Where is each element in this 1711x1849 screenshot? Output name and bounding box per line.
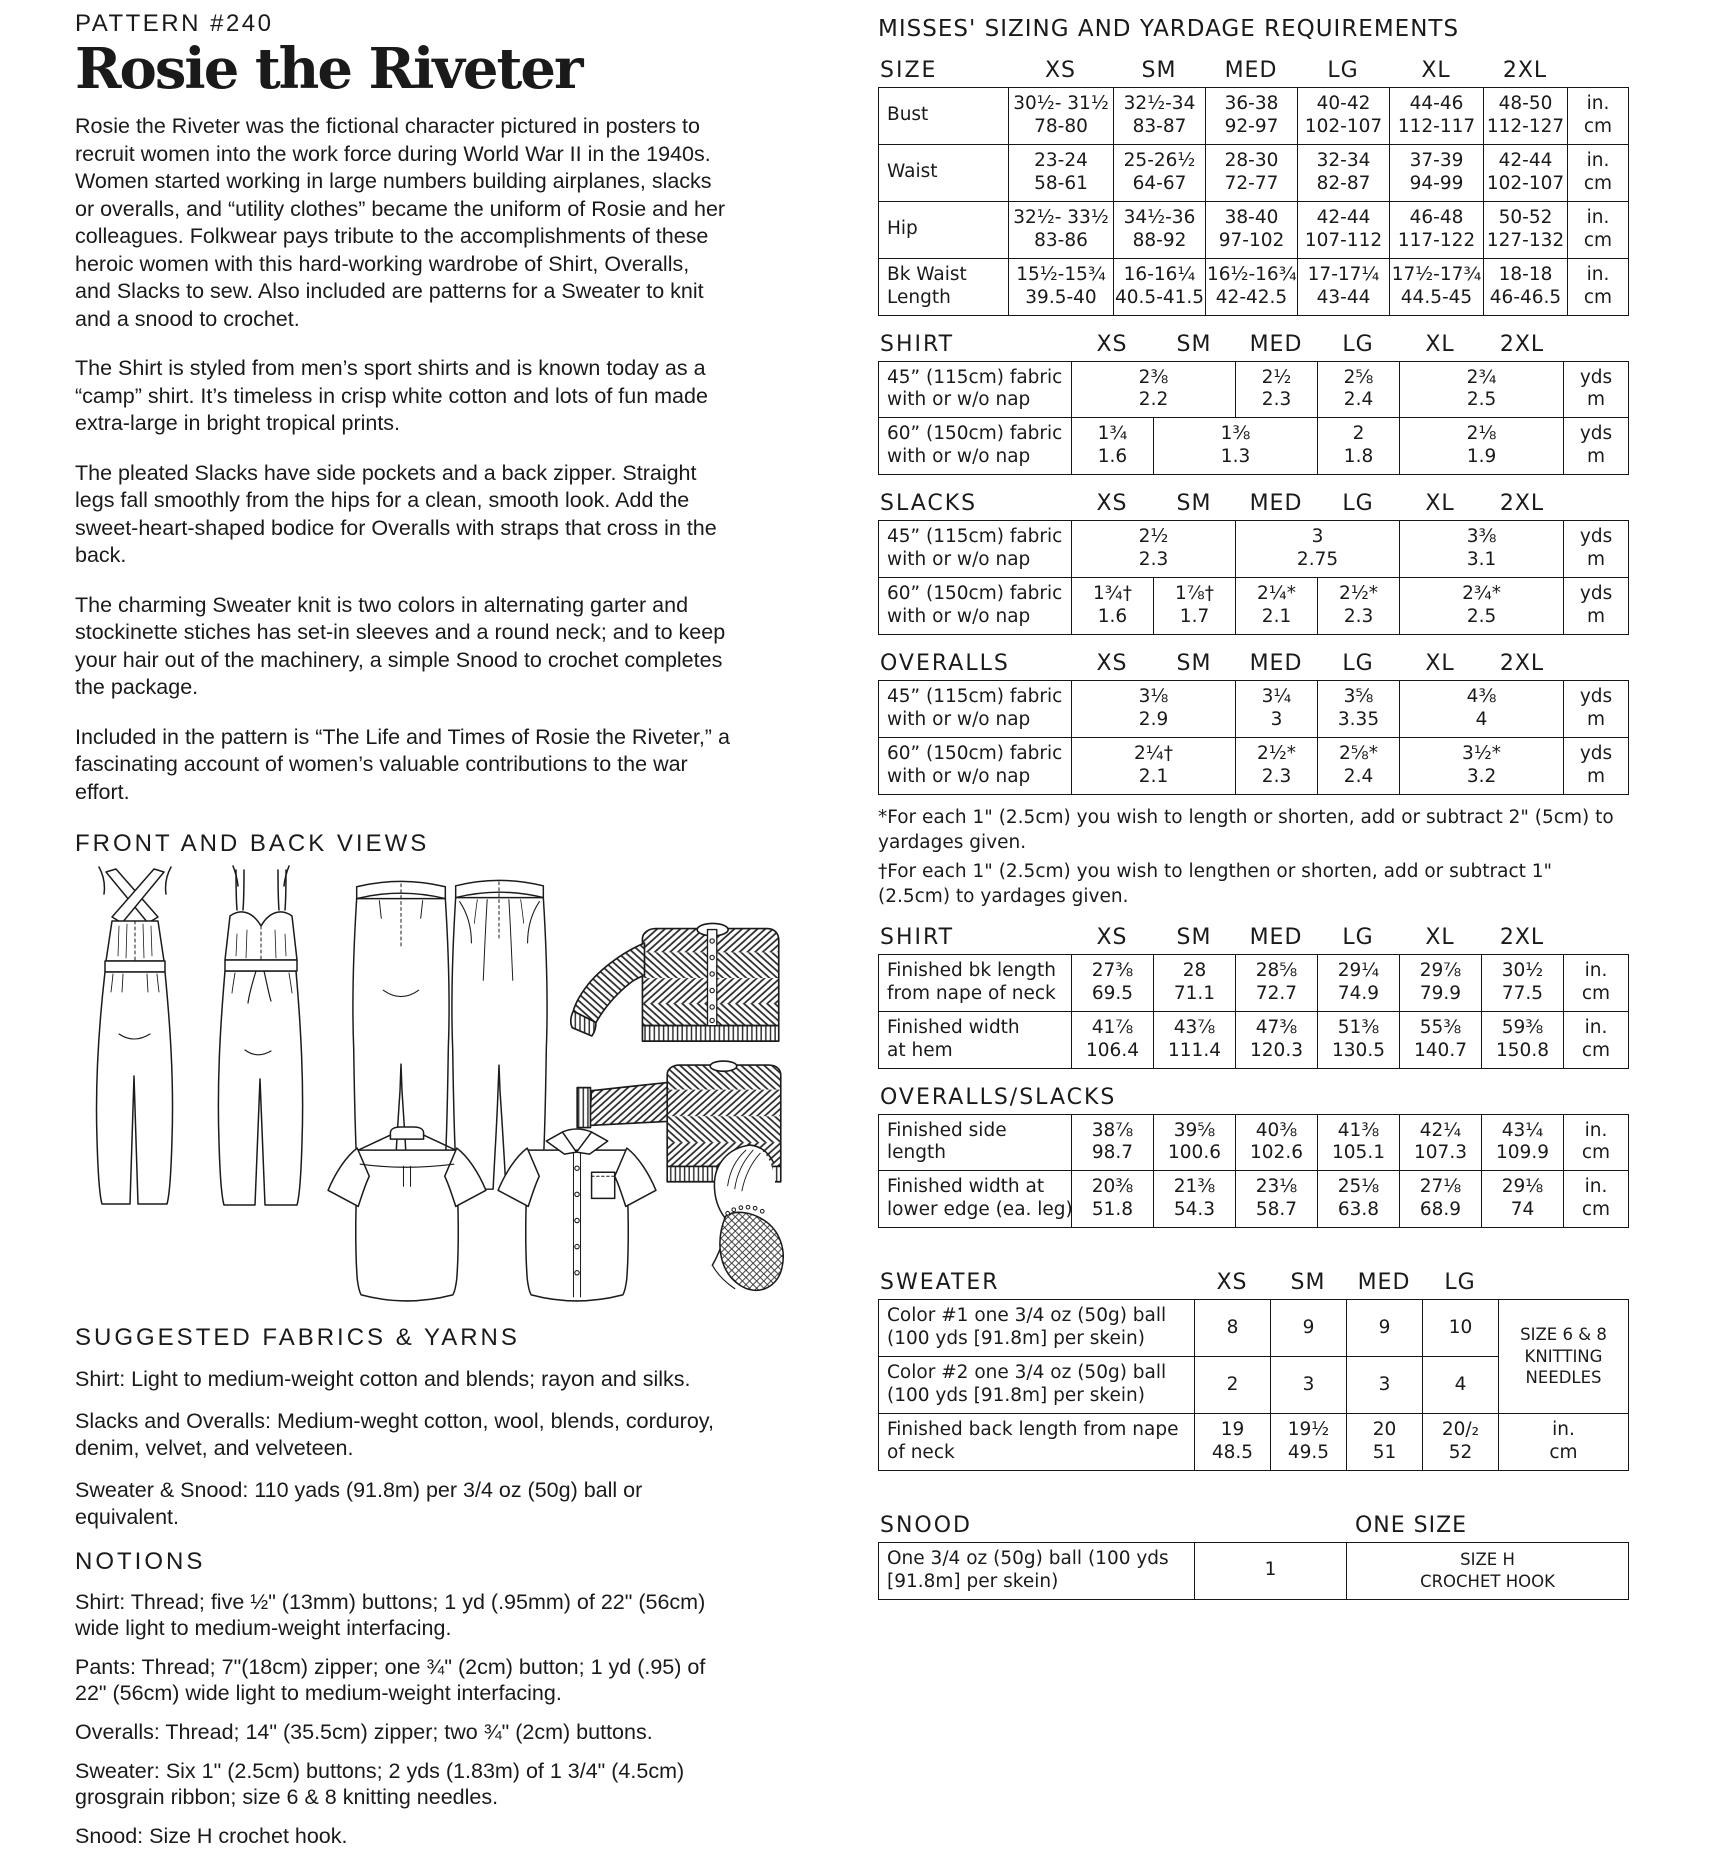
table-cell: SIZE 6 & 8 KNITTING NEEDLES <box>1499 1300 1629 1414</box>
column-header: MED <box>1249 651 1303 676</box>
intro-paragraphs <box>75 113 730 806</box>
row-label: 60” (150cm) fabric with or w/o nap <box>879 737 1072 794</box>
table-cell: 41⅞ 106.4 <box>1072 1011 1154 1068</box>
data-table-overalls-yardage <box>878 680 1629 795</box>
column-header: 2XL <box>1502 58 1548 83</box>
table-cell: SIZE H CROCHET HOOK <box>1347 1542 1629 1599</box>
column-header: MED <box>1249 924 1303 950</box>
snood-drawing <box>703 1142 793 1310</box>
table-cell: 10 <box>1423 1300 1499 1357</box>
table-cell: 3 <box>1271 1357 1347 1414</box>
table-row <box>879 201 1629 258</box>
column-header: MED <box>1224 58 1278 83</box>
column-header: XL <box>1425 331 1455 357</box>
table-cell: 19½ 49.5 <box>1271 1414 1347 1471</box>
table-cell: 2⅛ 1.9 <box>1400 418 1564 475</box>
footnote: *For each 1" (2.5cm) you wish to length or shorten, add or subtract 2" (5cm) to yardages given. <box>878 806 1614 853</box>
table-cell: 9 <box>1347 1300 1423 1357</box>
column-header: SIZE <box>880 58 938 83</box>
table-cell: 18-18 46-46.5 <box>1484 258 1568 315</box>
table-cell: 16½-16¾ 42-42.5 <box>1206 258 1298 315</box>
paragraph: Sweater: Six 1" (2.5cm) buttons; 2 yds (1.83m) of 1 3/4" (4.5cm) grosgrain ribbon; size 6 & 8 knitting needles. <box>75 1758 685 1809</box>
table-shirt-finished <box>878 925 1628 1069</box>
table-cell: 28 71.1 <box>1154 954 1236 1011</box>
column-header: XS <box>1216 1270 1248 1296</box>
table-cell: 3 2.75 <box>1236 521 1400 578</box>
table-row <box>879 681 1629 738</box>
data-table-misses-sizes <box>878 87 1629 316</box>
paragraph: Shirt: Thread; five ½" (13mm) buttons; 1 yd (.95mm) of 22" (56cm) wide light to medium-weight interfacing. <box>75 1589 706 1640</box>
column-header: 2XL <box>1499 651 1545 676</box>
table-cell: 17-17¼ 43-44 <box>1298 258 1390 315</box>
table-row <box>879 521 1629 578</box>
table-header-misses-sizes <box>878 58 1628 83</box>
row-label: Finished back length from nape of neck <box>879 1414 1195 1471</box>
column-header: XL <box>1425 491 1455 517</box>
table-cell: in. cm <box>1564 1011 1629 1068</box>
column-header: MED <box>1357 1270 1411 1296</box>
table-cell: 42-44 102-107 <box>1484 144 1568 201</box>
fabrics-heading: SUGGESTED FABRICS & YARNS <box>75 1324 520 1352</box>
table-cell: 30½- 31½ 78-80 <box>1009 88 1114 145</box>
column-header: XS <box>1096 331 1128 357</box>
table-cell: 34½-36 88-92 <box>1114 201 1206 258</box>
data-table-shirt-finished <box>878 954 1629 1069</box>
table-cell: 2⅜ 2.2 <box>1072 361 1236 418</box>
paragraph: The Shirt is styled from men’s sport shirts and is known today as a “camp” shirt. It’s timeless in crisp white cotton and lots of fun made extra-large in bright tropical prints. <box>75 356 708 436</box>
column-header: XS <box>1096 924 1128 950</box>
table-cell: 2 <box>1195 1357 1271 1414</box>
shirt-front-drawing <box>493 1126 661 1312</box>
table-cell: 42¼ 107.3 <box>1400 1114 1482 1171</box>
table-row <box>879 258 1629 315</box>
column-header: 2XL <box>1499 491 1545 517</box>
table-row <box>879 578 1629 635</box>
column-header: SLACKS <box>880 491 978 517</box>
column-header: XL <box>1425 924 1455 950</box>
data-table-shirt-yardage <box>878 361 1629 476</box>
table-cell: in. cm <box>1568 201 1629 258</box>
table-cell: in. cm <box>1568 144 1629 201</box>
row-label: 60” (150cm) fabric with or w/o nap <box>879 418 1072 475</box>
table-cell: 2 1.8 <box>1318 418 1400 475</box>
table-cell: 21⅜ 54.3 <box>1154 1171 1236 1228</box>
paragraph: Overalls: Thread; 14" (35.5cm) zipper; two ¾" (2cm) buttons. <box>75 1719 653 1744</box>
table-cell: 1⅞† 1.7 <box>1154 578 1236 635</box>
table-cell: 2⅝ 2.4 <box>1318 361 1400 418</box>
paragraph: The pleated Slacks have side pockets and a back zipper. Straight legs fall smoothly from the hips for a clean, smooth look. Add the sweet-heart-shaped bodice for Overalls with straps that cross in the back. <box>75 460 717 568</box>
table-cell: 3½* 3.2 <box>1400 737 1564 794</box>
table-cell: 9 <box>1271 1300 1347 1357</box>
table-cell: 37-39 94-99 <box>1390 144 1484 201</box>
table-row <box>879 1114 1629 1171</box>
table-cell: 20⅜ 51.8 <box>1072 1171 1154 1228</box>
row-label: Finished bk length from nape of neck <box>879 954 1072 1011</box>
table-cell: 4 <box>1423 1357 1499 1414</box>
column-header: SM <box>1176 651 1212 676</box>
table-cell: yds m <box>1564 521 1629 578</box>
table-cell: 23⅛ 58.7 <box>1236 1171 1318 1228</box>
paragraph: Shirt: Light to medium-weight cotton and blends; rayon and silks. <box>75 1367 691 1392</box>
table-cell: 8 <box>1195 1300 1271 1357</box>
table-overalls-slacks-finished <box>878 1085 1628 1229</box>
table-cell: in. cm <box>1564 954 1629 1011</box>
data-table-snood <box>878 1542 1629 1600</box>
table-cell: 27⅜ 69.5 <box>1072 954 1154 1011</box>
table-cell: 59⅜ 150.8 <box>1482 1011 1564 1068</box>
column-header: XL <box>1425 651 1455 676</box>
row-label: Finished width at hem <box>879 1011 1072 1068</box>
table-cell: 42-44 107-112 <box>1298 201 1390 258</box>
paragraph: Snood: Size H crochet hook. <box>75 1823 348 1848</box>
table-header-snood <box>878 1513 1628 1538</box>
overalls-front-drawing <box>203 864 318 1209</box>
table-cell: 17½-17¾ 44.5-45 <box>1390 258 1484 315</box>
table-cell: 51⅜ 130.5 <box>1318 1011 1400 1068</box>
column-header: OVERALLS <box>880 651 1010 676</box>
table-cell: in. cm <box>1568 88 1629 145</box>
table-sweater <box>878 1270 1628 1471</box>
table-cell: 3 <box>1347 1357 1423 1414</box>
table-slacks-yardage <box>878 491 1628 635</box>
table-cell: 1¾† 1.6 <box>1072 578 1154 635</box>
table-row <box>879 1542 1629 1599</box>
table-cell: 20/₂ 52 <box>1423 1414 1499 1471</box>
notions-heading: NOTIONS <box>75 1547 206 1575</box>
table-cell: 3⅛ 2.9 <box>1072 681 1236 738</box>
table-row <box>879 1414 1629 1471</box>
column-header: SM <box>1176 331 1212 357</box>
table-row <box>879 737 1629 794</box>
table-cell: 41⅜ 105.1 <box>1318 1114 1400 1171</box>
table-cell: 2½ 2.3 <box>1072 521 1236 578</box>
yardage-footnotes <box>878 805 1620 909</box>
table-cell: 15½-15¾ 39.5-40 <box>1009 258 1114 315</box>
page-title: Rosie the Riveter <box>75 36 582 102</box>
table-cell: 23-24 58-61 <box>1009 144 1114 201</box>
table-cell: 32½- 33½ 83-86 <box>1009 201 1114 258</box>
row-label: 45” (115cm) fabric with or w/o nap <box>879 521 1072 578</box>
data-table-slacks-yardage <box>878 520 1629 635</box>
sizing-tables <box>878 58 1628 1600</box>
column-header: SHIRT <box>880 924 955 950</box>
table-header-overalls-slacks-finished <box>878 1085 1628 1110</box>
table-cell: 43¼ 109.9 <box>1482 1114 1564 1171</box>
row-label: 45” (115cm) fabric with or w/o nap <box>879 361 1072 418</box>
table-cell: 3¼ 3 <box>1236 681 1318 738</box>
column-header: LG <box>1342 651 1374 676</box>
table-cell: 40⅜ 102.6 <box>1236 1114 1318 1171</box>
table-misses-sizes <box>878 58 1628 316</box>
table-cell: 36-38 92-97 <box>1206 88 1298 145</box>
table-cell: in. cm <box>1568 258 1629 315</box>
table-cell: 19 48.5 <box>1195 1414 1271 1471</box>
column-header: SWEATER <box>880 1270 1000 1296</box>
table-cell: yds m <box>1564 578 1629 635</box>
table-cell: 39⅝ 100.6 <box>1154 1114 1236 1171</box>
column-header: SM <box>1176 924 1212 950</box>
fabrics-paragraphs <box>75 1366 730 1532</box>
paragraph: Slacks and Overalls: Medium-weght cotton, wool, blends, corduroy, denim, velvet, and velveteen. <box>75 1408 714 1461</box>
column-header: SNOOD <box>880 1512 972 1538</box>
table-snood <box>878 1513 1628 1600</box>
table-cell: 27⅛ 68.9 <box>1400 1171 1482 1228</box>
table-cell: yds m <box>1564 361 1629 418</box>
table-cell: 1 <box>1195 1542 1347 1599</box>
table-cell: 2½* 2.3 <box>1236 737 1318 794</box>
paragraph: Rosie the Riveter was the fictional character pictured in posters to recruit women into the work force during World War II in the 1940s. Women started working in large numbers building airplanes, slacks or overalls, and “utility clothes” became the uniform of Rosie and her colleagues. Folkwear pays tribute to the accomplishments of these heroic women with this hard-working wardrobe of Shirt, Overalls, and Slacks to sew. Also included are patterns for a Sweater to knit and a snood to crochet. <box>75 114 726 331</box>
table-row <box>879 954 1629 1011</box>
table-cell: 2¼† 2.1 <box>1072 737 1236 794</box>
table-shirt-yardage <box>878 332 1628 476</box>
pattern-number: PATTERN #240 <box>75 10 274 37</box>
row-label: Color #1 one 3/4 oz (50g) ball (100 yds [91.8m] per skein) <box>879 1300 1195 1357</box>
table-cell: 32-34 82-87 <box>1298 144 1390 201</box>
table-cell: 46-48 117-122 <box>1390 201 1484 258</box>
row-label: Finished width at lower edge (ea. leg) <box>879 1171 1072 1228</box>
column-header: 2XL <box>1499 331 1545 357</box>
table-cell: 1⅜ 1.3 <box>1154 418 1318 475</box>
column-header: XL <box>1421 58 1451 83</box>
table-cell: 16-16¼ 40.5-41.5 <box>1114 258 1206 315</box>
right-column <box>878 16 1628 1600</box>
column-header: ONE SIZE <box>1354 1512 1468 1538</box>
table-row <box>879 1300 1629 1357</box>
paragraph: Pants: Thread; 7"(18cm) zipper; one ¾" (2cm) button; 1 yd (.95) of 22" (56cm) wide light to medium-weight interfacing. <box>75 1654 706 1705</box>
table-header-sweater <box>878 1270 1628 1295</box>
row-label: Hip <box>879 201 1009 258</box>
column-header: XS <box>1096 491 1128 517</box>
table-cell: 32½-34 83-87 <box>1114 88 1206 145</box>
table-cell: 2½ 2.3 <box>1236 361 1318 418</box>
table-cell: 2⅝* 2.4 <box>1318 737 1400 794</box>
table-row <box>879 1171 1629 1228</box>
column-header: XS <box>1096 651 1128 676</box>
row-label: 60” (150cm) fabric with or w/o nap <box>879 578 1072 635</box>
paragraph: The charming Sweater knit is two colors in alternating garter and stockinette stiches has set-in sleeves and a round neck; and to keep your hair out of the machinery, a simple Snood to crochet completes the package. <box>75 592 726 700</box>
table-row <box>879 361 1629 418</box>
paragraph: Included in the pattern is “The Life and Times of Rosie the Riveter,” a fascinating account of women’s valuable contributions to the war effort. <box>75 724 730 804</box>
sizing-heading: MISSES' SIZING AND YARDAGE REQUIREMENTS <box>878 16 1460 42</box>
table-row <box>879 88 1629 145</box>
row-label: Waist <box>879 144 1009 201</box>
table-cell: 44-46 112-117 <box>1390 88 1484 145</box>
table-cell: 1¾ 1.6 <box>1072 418 1154 475</box>
table-cell: 28⅝ 72.7 <box>1236 954 1318 1011</box>
table-cell: 48-50 112-127 <box>1484 88 1568 145</box>
table-row <box>879 1011 1629 1068</box>
column-header: LG <box>1342 331 1374 357</box>
table-cell: in. cm <box>1564 1171 1629 1228</box>
data-table-sweater <box>878 1299 1629 1471</box>
footnote: †For each 1" (2.5cm) you wish to lengthen or shorten, add or subtract 1" (2.5cm) to yardages given. <box>878 860 1553 907</box>
table-cell: yds m <box>1564 681 1629 738</box>
garment-drawings <box>75 864 795 1312</box>
table-cell: 30½ 77.5 <box>1482 954 1564 1011</box>
column-header: MED <box>1249 331 1303 357</box>
table-header-shirt-yardage <box>878 332 1628 357</box>
column-header: 2XL <box>1499 924 1545 950</box>
table-cell: 29⅞ 79.9 <box>1400 954 1482 1011</box>
row-label: 45” (115cm) fabric with or w/o nap <box>879 681 1072 738</box>
row-label: Bk Waist Length <box>879 258 1009 315</box>
data-table-overalls-slacks-finished <box>878 1114 1629 1229</box>
sweater-drawing-1 <box>565 920 787 1060</box>
column-header: SM <box>1141 58 1177 83</box>
table-cell: 2¾* 2.5 <box>1400 578 1564 635</box>
table-cell: yds m <box>1564 418 1629 475</box>
notions-paragraphs <box>75 1589 730 1849</box>
row-label: Bust <box>879 88 1009 145</box>
table-cell: 25⅛ 63.8 <box>1318 1171 1400 1228</box>
row-label: Color #2 one 3/4 oz (50g) ball (100 yds [91.8m] per skein) <box>879 1357 1195 1414</box>
table-cell: yds m <box>1564 737 1629 794</box>
table-cell: 29⅛ 74 <box>1482 1171 1564 1228</box>
column-header: LG <box>1342 924 1374 950</box>
table-cell: 40-42 102-107 <box>1298 88 1390 145</box>
column-header: MED <box>1249 491 1303 517</box>
table-cell: 2¼* 2.1 <box>1236 578 1318 635</box>
column-header: XS <box>1044 58 1077 83</box>
table-cell: 2½* 2.3 <box>1318 578 1400 635</box>
table-cell: 20 51 <box>1347 1414 1423 1471</box>
column-header: SM <box>1290 1270 1326 1296</box>
table-header-overalls-yardage <box>878 651 1628 676</box>
column-header: OVERALLS/SLACKS <box>880 1084 1117 1110</box>
table-cell: 28-30 72-77 <box>1206 144 1298 201</box>
table-header-shirt-finished <box>878 925 1628 950</box>
column-header: LG <box>1444 1270 1476 1296</box>
column-header: LG <box>1327 58 1359 83</box>
table-cell: 43⅞ 111.4 <box>1154 1011 1236 1068</box>
row-label: One 3/4 oz (50g) ball (100 yds [91.8m] per skein) <box>879 1542 1195 1599</box>
column-header: SM <box>1176 491 1212 517</box>
views-heading: FRONT AND BACK VIEWS <box>75 830 430 858</box>
table-cell: 29¼ 74.9 <box>1318 954 1400 1011</box>
table-cell: 47⅜ 120.3 <box>1236 1011 1318 1068</box>
table-cell: 2¾ 2.5 <box>1400 361 1564 418</box>
overalls-back-drawing <box>79 864 191 1209</box>
shirt-back-drawing <box>323 1126 491 1312</box>
table-cell: in. cm <box>1499 1414 1629 1471</box>
table-cell: in. cm <box>1564 1114 1629 1171</box>
row-label: Finished side length <box>879 1114 1072 1171</box>
table-cell: 38⅞ 98.7 <box>1072 1114 1154 1171</box>
table-row <box>879 144 1629 201</box>
table-header-slacks-yardage <box>878 491 1628 516</box>
table-row <box>879 418 1629 475</box>
table-cell: 4⅜ 4 <box>1400 681 1564 738</box>
table-cell: 50-52 127-132 <box>1484 201 1568 258</box>
table-cell: 3⅝ 3.35 <box>1318 681 1400 738</box>
column-header: SHIRT <box>880 331 955 357</box>
table-cell: 55⅜ 140.7 <box>1400 1011 1482 1068</box>
column-header: LG <box>1342 491 1374 517</box>
table-cell: 3⅜ 3.1 <box>1400 521 1564 578</box>
table-overalls-yardage <box>878 651 1628 795</box>
left-column <box>75 10 730 1849</box>
table-cell: 25-26½ 64-67 <box>1114 144 1206 201</box>
table-cell: 38-40 97-102 <box>1206 201 1298 258</box>
paragraph: Sweater & Snood: 110 yads (91.8m) per 3/4 oz (50g) ball or equivalent. <box>75 1477 643 1530</box>
